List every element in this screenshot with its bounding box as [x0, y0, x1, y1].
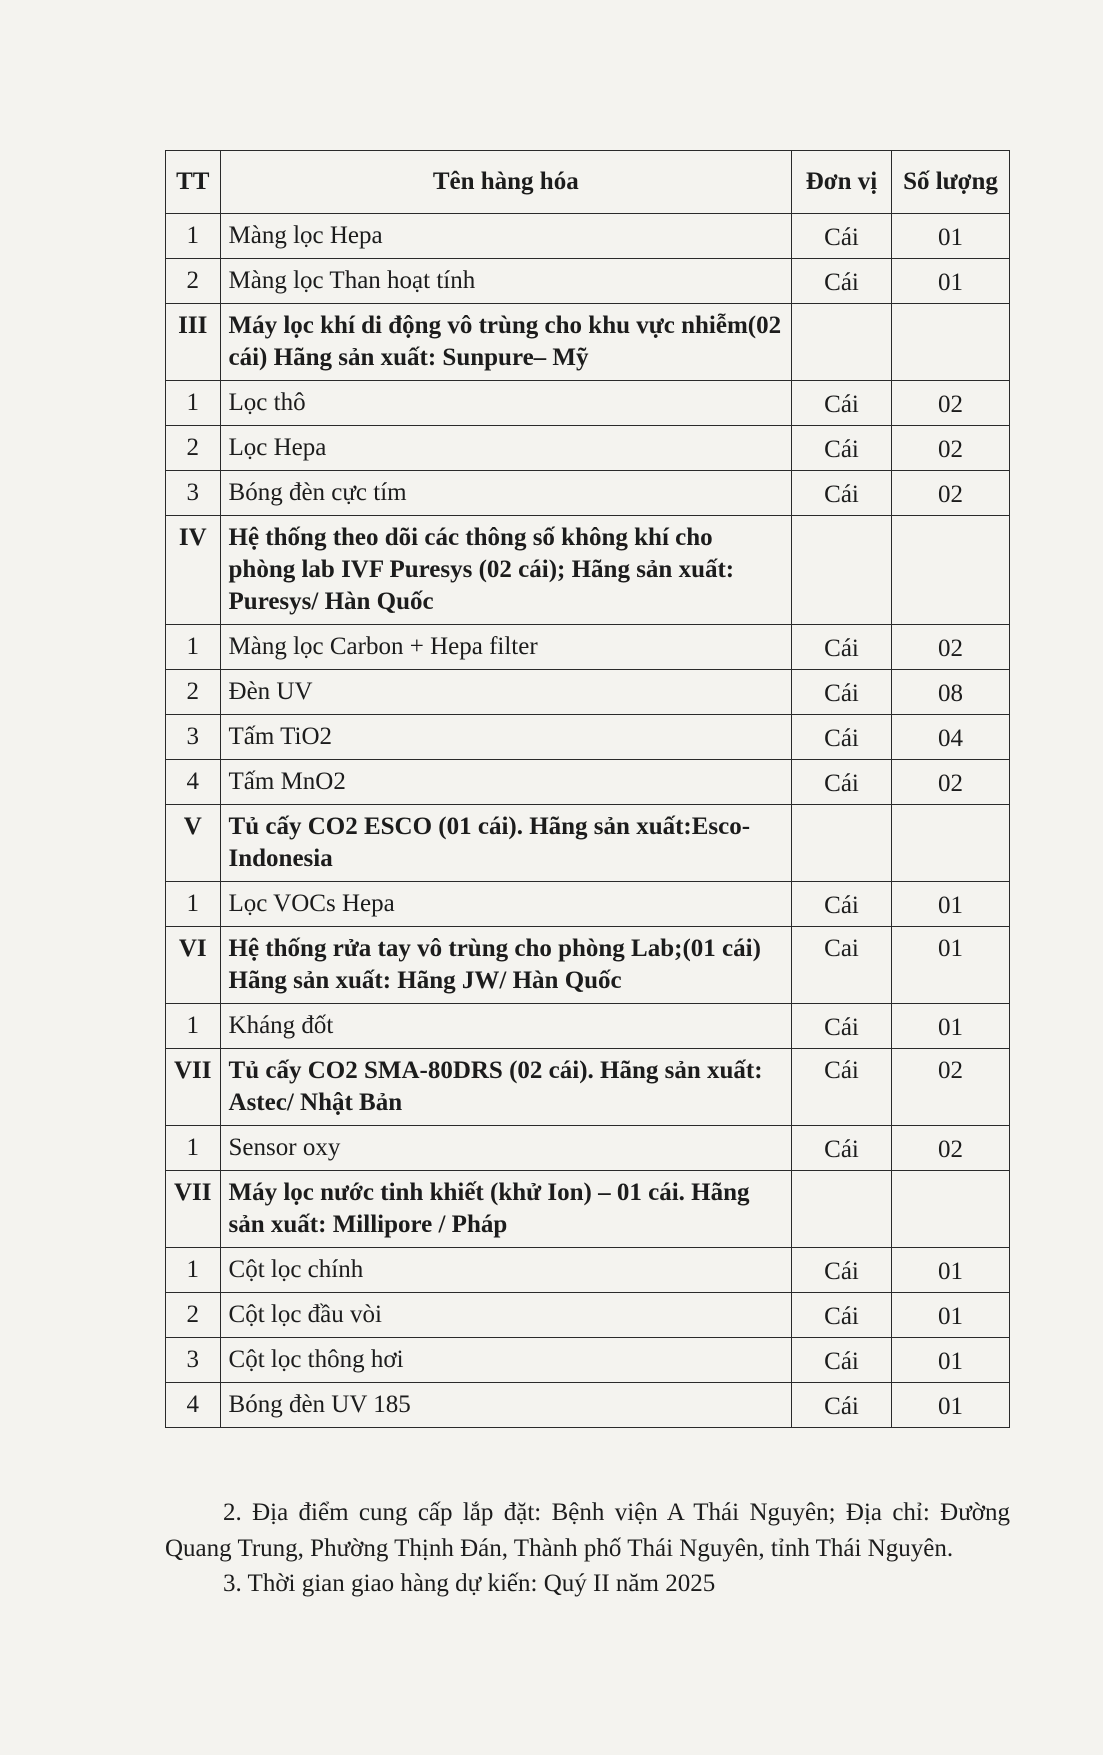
table-row: [166, 1248, 1010, 1293]
cell-name: Màng lọc Than hoạt tính: [220, 259, 791, 304]
cell-qty: 01: [892, 882, 1010, 927]
notes-section: [165, 1495, 1010, 1602]
note-location: 2. Địa điểm cung cấp lắp đặt: Bệnh viện A Thái Nguyên; Địa chỉ: Đường Quang Trung, Phường Thịnh Đán, Thành phố Thái Nguyên, tỉnh Thái Nguyên.: [165, 1499, 1010, 1562]
cell-unit: Cái: [792, 670, 892, 715]
cell-qty: 02: [892, 426, 1010, 471]
cell-qty: 02: [892, 1049, 1010, 1126]
cell-name: Bóng đèn UV 185: [220, 1383, 791, 1428]
cell-tt: 1: [166, 214, 221, 259]
cell-unit: Cái: [792, 760, 892, 805]
cell-qty: 02: [892, 381, 1010, 426]
cell-unit: Cai: [792, 927, 892, 1004]
cell-qty: 08: [892, 670, 1010, 715]
cell-unit: Cái: [792, 882, 892, 927]
cell-tt: VII: [166, 1049, 221, 1126]
table-row: [166, 715, 1010, 760]
table-group-row: [166, 304, 1010, 381]
table-row: [166, 214, 1010, 259]
cell-name: Màng lọc Hepa: [220, 214, 791, 259]
cell-unit: Cái: [792, 381, 892, 426]
cell-name: Bóng đèn cực tím: [220, 471, 791, 516]
table-row: [166, 625, 1010, 670]
cell-unit: Cái: [792, 1338, 892, 1383]
goods-table: [165, 150, 1010, 1428]
cell-name: Kháng đốt: [220, 1004, 791, 1049]
cell-name: Tấm MnO2: [220, 760, 791, 805]
cell-tt: IV: [166, 516, 221, 625]
cell-qty: 01: [892, 1293, 1010, 1338]
cell-qty: 01: [892, 214, 1010, 259]
table-row: [166, 670, 1010, 715]
cell-tt: 1: [166, 1248, 221, 1293]
cell-tt: V: [166, 805, 221, 882]
cell-name: Lọc thô: [220, 381, 791, 426]
table-group-row: [166, 1049, 1010, 1126]
table-group-row: [166, 1171, 1010, 1248]
cell-name: Lọc VOCs Hepa: [220, 882, 791, 927]
table-row: [166, 1293, 1010, 1338]
cell-qty: [892, 805, 1010, 882]
table-row: [166, 760, 1010, 805]
cell-unit: [792, 805, 892, 882]
cell-tt: VII: [166, 1171, 221, 1248]
cell-unit: Cái: [792, 1293, 892, 1338]
table-header-row: [166, 151, 1010, 214]
cell-qty: 04: [892, 715, 1010, 760]
cell-qty: [892, 304, 1010, 381]
table-body: [166, 214, 1010, 1428]
cell-tt: 1: [166, 625, 221, 670]
table-group-row: [166, 805, 1010, 882]
cell-unit: Cái: [792, 1383, 892, 1428]
cell-name: Máy lọc khí di động vô trùng cho khu vực nhiễm(02 cái) Hãng sản xuất: Sunpure– Mỹ: [220, 304, 791, 381]
cell-tt: 2: [166, 1293, 221, 1338]
table-row: [166, 1126, 1010, 1171]
cell-unit: [792, 304, 892, 381]
cell-tt: 4: [166, 760, 221, 805]
table-row: [166, 1004, 1010, 1049]
cell-unit: Cái: [792, 1126, 892, 1171]
table-row: [166, 471, 1010, 516]
cell-unit: Cái: [792, 1004, 892, 1049]
cell-qty: 02: [892, 760, 1010, 805]
cell-unit: Cái: [792, 214, 892, 259]
cell-name: Cột lọc thông hơi: [220, 1338, 791, 1383]
cell-unit: [792, 1171, 892, 1248]
cell-unit: Cái: [792, 471, 892, 516]
cell-unit: Cái: [792, 1248, 892, 1293]
table-row: [166, 1338, 1010, 1383]
cell-tt: 3: [166, 471, 221, 516]
cell-tt: 1: [166, 381, 221, 426]
cell-unit: Cái: [792, 1049, 892, 1126]
cell-name: Tấm TiO2: [220, 715, 791, 760]
cell-tt: 2: [166, 426, 221, 471]
cell-tt: VI: [166, 927, 221, 1004]
cell-qty: 01: [892, 1338, 1010, 1383]
cell-unit: Cái: [792, 426, 892, 471]
table-row: [166, 426, 1010, 471]
cell-qty: 01: [892, 1004, 1010, 1049]
cell-unit: [792, 516, 892, 625]
table-row: [166, 381, 1010, 426]
cell-tt: 4: [166, 1383, 221, 1428]
cell-name: Cột lọc chính: [220, 1248, 791, 1293]
header-tt: TT: [166, 151, 221, 214]
cell-qty: 02: [892, 1126, 1010, 1171]
cell-tt: 1: [166, 882, 221, 927]
note-delivery-time: 3. Thời gian giao hàng dự kiến: Quý II năm 2025: [223, 1570, 716, 1597]
cell-name: Tủ cấy CO2 SMA-80DRS (02 cái). Hãng sản xuất: Astec/ Nhật Bản: [220, 1049, 791, 1126]
cell-tt: 2: [166, 259, 221, 304]
cell-tt: 2: [166, 670, 221, 715]
cell-qty: 01: [892, 1248, 1010, 1293]
cell-tt: 1: [166, 1004, 221, 1049]
cell-qty: 02: [892, 471, 1010, 516]
cell-qty: [892, 516, 1010, 625]
table-row: [166, 882, 1010, 927]
cell-unit: Cái: [792, 259, 892, 304]
table-row: [166, 259, 1010, 304]
header-name: Tên hàng hóa: [220, 151, 791, 214]
header-unit: Đơn vị: [792, 151, 892, 214]
cell-qty: 02: [892, 625, 1010, 670]
cell-tt: 3: [166, 715, 221, 760]
cell-tt: 1: [166, 1126, 221, 1171]
cell-tt: III: [166, 304, 221, 381]
cell-qty: 01: [892, 259, 1010, 304]
cell-name: Cột lọc đầu vòi: [220, 1293, 791, 1338]
cell-qty: 01: [892, 1383, 1010, 1428]
cell-name: Tủ cấy CO2 ESCO (01 cái). Hãng sản xuất:Esco-Indonesia: [220, 805, 791, 882]
table-row: [166, 1383, 1010, 1428]
cell-name: Sensor oxy: [220, 1126, 791, 1171]
cell-tt: 3: [166, 1338, 221, 1383]
table-group-row: [166, 927, 1010, 1004]
table-group-row: [166, 516, 1010, 625]
cell-unit: Cái: [792, 715, 892, 760]
cell-unit: Cái: [792, 625, 892, 670]
cell-name: Đèn UV: [220, 670, 791, 715]
cell-name: Lọc Hepa: [220, 426, 791, 471]
cell-name: Hệ thống theo dõi các thông số không khí cho phòng lab IVF Puresys (02 cái); Hãng sản xuất: Puresys/ Hàn Quốc: [220, 516, 791, 625]
cell-name: Hệ thống rửa tay vô trùng cho phòng Lab;(01 cái) Hãng sản xuất: Hãng JW/ Hàn Quốc: [220, 927, 791, 1004]
cell-qty: 01: [892, 927, 1010, 1004]
cell-name: Màng lọc Carbon + Hepa filter: [220, 625, 791, 670]
cell-name: Máy lọc nước tinh khiết (khử Ion) – 01 cái. Hãng sản xuất: Millipore / Pháp: [220, 1171, 791, 1248]
header-qty: Số lượng: [892, 151, 1010, 214]
cell-qty: [892, 1171, 1010, 1248]
